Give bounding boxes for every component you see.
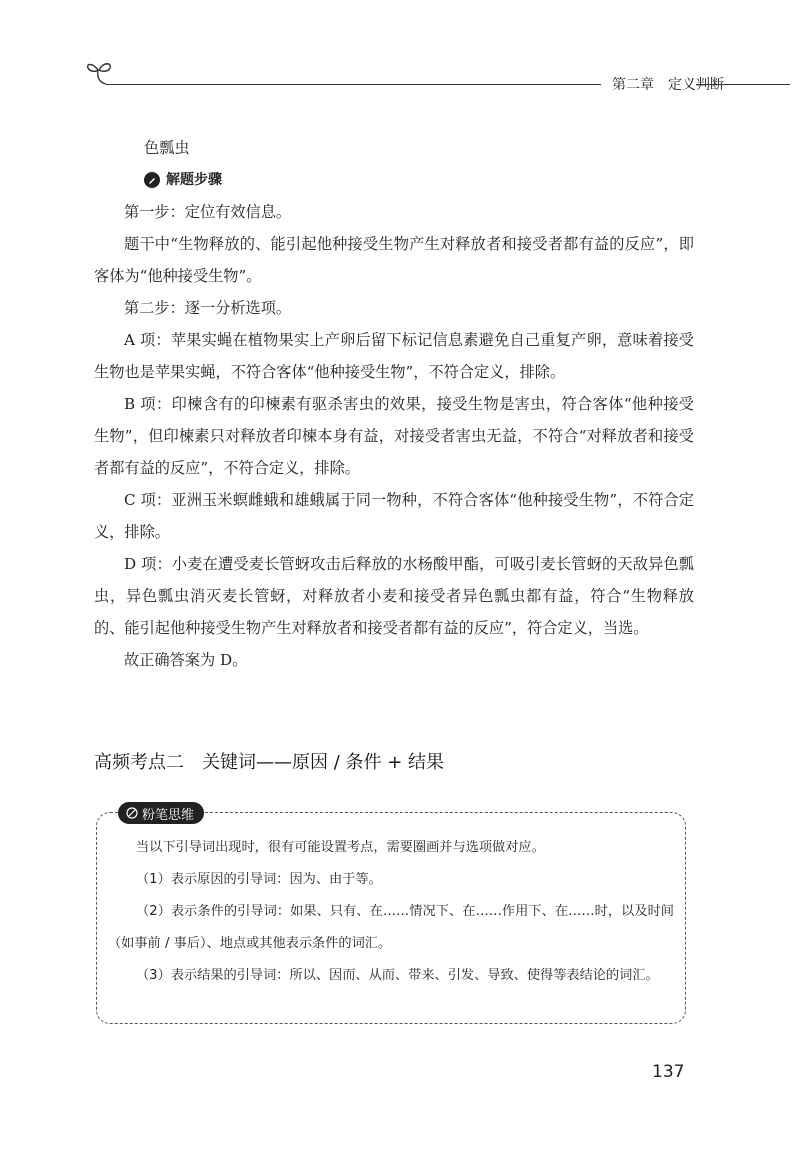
option-d-analysis: D 项：小麦在遭受麦长管蚜攻击后释放的水杨酸甲酯，可吸引麦长管蚜的天敌异色瓢虫，异色瓢虫消灭麦长管蚜，对释放者小麦和接受者异色瓢虫都有益，符合“生物释放的、能引起他种接受生物产生对释放者和接受者都有益的反应”，符合定义，当选。: [94, 555, 694, 637]
continuation-line: 色瓢虫: [144, 139, 190, 157]
option-b-analysis: B 项：印楝含有的印楝素有驱杀害虫的效果，接受生物是害虫，符合客体“他种接受生物”，但印楝素只对释放者印楝本身有益，对接受者害虫无益，不符合“对释放者和接受者都有益的反应”，不符合定义，排除。: [94, 395, 694, 477]
step-two: 第二步：逐一分析选项。: [124, 299, 292, 317]
question-stem-analysis: 题干中“生物释放的、能引起他种接受生物产生对释放者和接受者都有益的反应”，即客体为“他种接受生物”。: [94, 235, 694, 285]
option-c-analysis: C 项：亚洲玉米螟雌蛾和雄蛾属于同一物种，不符合客体“他种接受生物”，不符合定义，排除。: [94, 491, 694, 541]
page-header: [84, 56, 790, 92]
tip-box-text: [108, 832, 674, 992]
chapter-title: 第二章 定义判断: [612, 77, 724, 93]
final-answer: 故正确答案为 D。: [124, 651, 248, 669]
main-content: [94, 132, 694, 676]
tip-item-result: （3）表示结果的引导词：所以、因而、从而、带来、引发、导致、使得等表结论的词汇。: [136, 968, 659, 983]
tip-box-label: 粉笔思维: [142, 807, 195, 823]
pencil-badge-icon: [144, 172, 160, 188]
chalk-icon: [126, 807, 138, 819]
solution-steps-heading: [94, 164, 694, 196]
section-title: 高频考点二 关键词——原因 / 条件 + 结果: [94, 752, 445, 773]
solution-steps-label: 解题步骤: [166, 172, 222, 188]
tip-item-condition: （2）表示条件的引导词：如果、只有、在……情况下、在……作用下、在……时，以及时间（如事前 / 事后）、地点或其他表示条件的词汇。: [108, 904, 674, 951]
tip-box-tab: [118, 802, 204, 824]
header-rule-right: [696, 84, 790, 85]
header-rule-left: [106, 84, 601, 85]
option-a-analysis: A 项：苹果实蝇在植物果实上产卵后留下标记信息素避免自己重复产卵，意味着接受生物也是苹果实蝇，不符合客体“他种接受生物”，不符合定义，排除。: [94, 331, 694, 381]
page-number: 137: [652, 1062, 685, 1082]
tip-intro: 当以下引导词出现时，很有可能设置考点，需要圈画并与选项做对应。: [136, 840, 545, 855]
step-one: 第一步：定位有效信息。: [124, 203, 292, 221]
tip-item-cause: （1）表示原因的引导词：因为、由于等。: [136, 872, 382, 887]
